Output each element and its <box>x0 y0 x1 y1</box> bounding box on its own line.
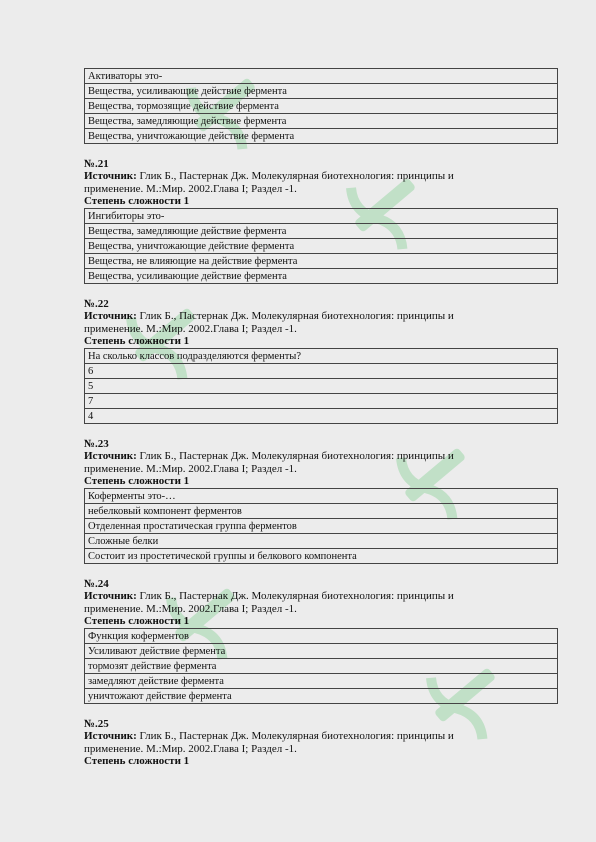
table-row <box>85 349 558 364</box>
source-label: Источник: <box>84 590 137 602</box>
table-row <box>85 489 558 504</box>
table-row <box>85 84 558 99</box>
table-row <box>85 254 558 269</box>
answer-cell: уничтожают действие фермента <box>85 689 558 704</box>
source-text: Глик Б., Пастернак Дж. Молекулярная биотехнология: принципы и <box>136 310 454 322</box>
question-cell: Ингибиторы это- <box>85 209 558 224</box>
answer-cell: Вещества, уничтожающие действие фермента <box>85 239 558 254</box>
table-row <box>85 394 558 409</box>
question-block-23 <box>84 438 558 564</box>
question-table-24 <box>84 628 558 704</box>
table-row <box>85 409 558 424</box>
table-row <box>85 224 558 239</box>
source-label: Источник: <box>84 450 137 462</box>
answer-cell: замедляют действие фермента <box>85 674 558 689</box>
question-source <box>84 590 558 603</box>
table-row <box>85 209 558 224</box>
answer-cell: Усиливают действие фермента <box>85 644 558 659</box>
source-label: Источник: <box>84 170 137 182</box>
question-number: №.21 <box>84 158 109 170</box>
question-cell: Коферменты это-… <box>85 489 558 504</box>
question-cell: На сколько классов подразделяются ферменты? <box>85 349 558 364</box>
question-source-line2: применение. М.:Мир. 2002.Глава I; Раздел -1. <box>84 742 297 755</box>
question-table-23 <box>84 488 558 564</box>
table-row <box>85 364 558 379</box>
question-table-21 <box>84 208 558 284</box>
question-table-20 <box>84 68 558 144</box>
question-block-21 <box>84 158 558 284</box>
document-content <box>84 68 558 768</box>
question-cell: Функция коферментов <box>85 629 558 644</box>
question-block-24 <box>84 578 558 704</box>
table-row <box>85 379 558 394</box>
question-number: №.25 <box>84 718 109 730</box>
source-label: Источник: <box>84 310 137 322</box>
answer-cell: небелковый компонент ферментов <box>85 504 558 519</box>
answer-cell: Вещества, уничтожающие действие фермента <box>85 129 558 144</box>
answer-cell: Вещества, не влияющие на действие фермента <box>85 254 558 269</box>
table-row <box>85 99 558 114</box>
difficulty-level: Степень сложности 1 <box>84 615 190 627</box>
table-row <box>85 549 558 564</box>
question-number: №.22 <box>84 298 109 310</box>
question-table-22 <box>84 348 558 424</box>
source-text: Глик Б., Пастернак Дж. Молекулярная биотехнология: принципы и <box>136 730 454 742</box>
question-number: №.24 <box>84 578 109 590</box>
answer-cell: 6 <box>85 364 558 379</box>
question-block-22 <box>84 298 558 424</box>
answer-cell: Состоит из простетической группы и белкового компонента <box>85 549 558 564</box>
source-text: Глик Б., Пастернак Дж. Молекулярная биотехнология: принципы и <box>136 450 454 462</box>
answer-cell: Вещества, замедляющие действие фермента <box>85 114 558 129</box>
source-text: Глик Б., Пастернак Дж. Молекулярная биотехнология: принципы и <box>136 170 454 182</box>
answer-cell: Вещества, усиливающие действие фермента <box>85 84 558 99</box>
table-row <box>85 69 558 84</box>
answer-cell: 5 <box>85 379 558 394</box>
question-source <box>84 310 558 323</box>
table-row <box>85 674 558 689</box>
answer-cell: Вещества, замедляющие действие фермента <box>85 224 558 239</box>
answer-cell: 4 <box>85 409 558 424</box>
table-row <box>85 129 558 144</box>
table-row <box>85 644 558 659</box>
source-label: Источник: <box>84 730 137 742</box>
table-row <box>85 629 558 644</box>
table-row <box>85 534 558 549</box>
answer-cell: Отделенная простатическая группа ферментов <box>85 519 558 534</box>
table-row <box>85 239 558 254</box>
question-source <box>84 730 558 743</box>
question-source-line2: применение. М.:Мир. 2002.Глава I; Раздел -1. <box>84 322 297 335</box>
question-source-line2: применение. М.:Мир. 2002.Глава I; Раздел -1. <box>84 462 297 475</box>
question-number: №.23 <box>84 438 109 450</box>
question-source-line2: применение. М.:Мир. 2002.Глава I; Раздел -1. <box>84 182 297 195</box>
answer-cell: Вещества, усиливающие действие фермента <box>85 269 558 284</box>
table-row <box>85 504 558 519</box>
table-row <box>85 519 558 534</box>
difficulty-level: Степень сложности 1 <box>84 475 190 487</box>
difficulty-level: Степень сложности 1 <box>84 195 190 207</box>
table-row <box>85 659 558 674</box>
answer-cell: Сложные белки <box>85 534 558 549</box>
question-source <box>84 450 558 463</box>
answer-cell: тормозят действие фермента <box>85 659 558 674</box>
question-source-line2: применение. М.:Мир. 2002.Глава I; Раздел -1. <box>84 602 297 615</box>
answer-cell: Вещества, тормозящие действие фермента <box>85 99 558 114</box>
table-row <box>85 689 558 704</box>
source-text: Глик Б., Пастернак Дж. Молекулярная биотехнология: принципы и <box>136 590 454 602</box>
answer-cell: 7 <box>85 394 558 409</box>
difficulty-level: Степень сложности 1 <box>84 335 190 347</box>
question-source <box>84 170 558 183</box>
question-block-25 <box>84 718 558 767</box>
question-cell: Активаторы это- <box>85 69 558 84</box>
difficulty-level: Степень сложности 1 <box>84 755 190 767</box>
table-row <box>85 114 558 129</box>
table-row <box>85 269 558 284</box>
